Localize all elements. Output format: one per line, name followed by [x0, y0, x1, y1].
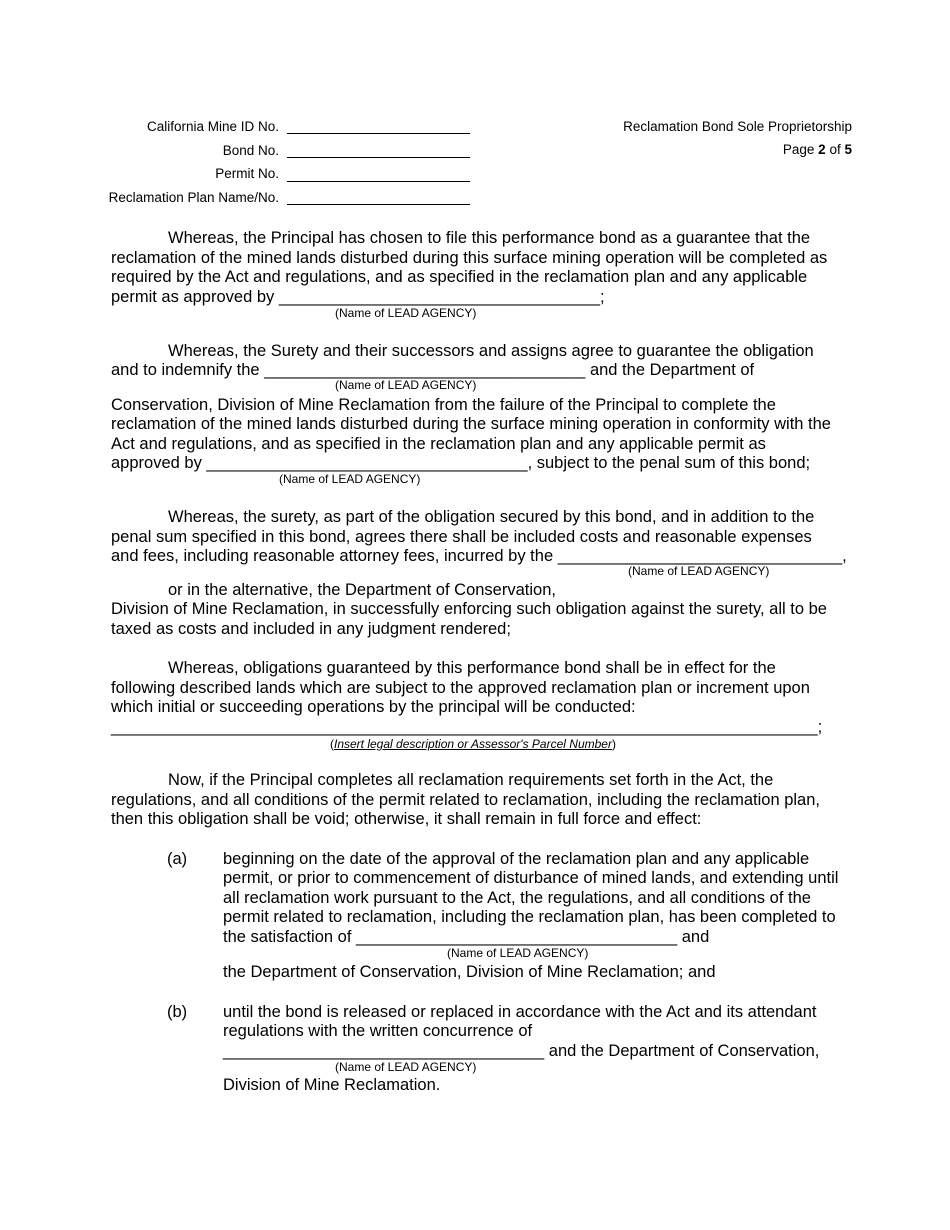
para3-line: Division of Mine Reclamation, in successfully enforcing such obligation against the surety, all to be	[111, 600, 827, 618]
permit-no-field[interactable]	[287, 181, 470, 182]
para2-line: Act and regulations, and as specified in the reclamation plan and any applicable permit as	[111, 435, 766, 453]
para5-line: regulations, and all conditions of the permit related to reclamation, including the reclamation plan,	[111, 791, 820, 809]
caption-italic: Insert legal description or Assessor's Parcel Number	[334, 737, 612, 751]
lead-agency-caption: (Name of LEAD AGENCY)	[628, 564, 770, 578]
para2-line: Whereas, the Surety and their successors and assigns agree to guarantee the obligation	[168, 342, 814, 360]
bond-no-label: Bond No.	[222, 143, 279, 158]
mine-id-field[interactable]	[287, 133, 470, 134]
page-word: Page	[782, 142, 815, 157]
item-b-line: Division of Mine Reclamation.	[223, 1076, 441, 1094]
item-a-line: the Department of Conservation, Division of Mine Reclamation; and	[223, 963, 716, 981]
reclamation-plan-label: Reclamation Plan Name/No.	[108, 190, 279, 205]
para5-line: Now, if the Principal completes all reclamation requirements set forth in the Act, the	[168, 771, 774, 789]
para4-line: which initial or succeeding operations by the principal will be conducted:	[111, 698, 636, 716]
caption-close: )	[611, 737, 616, 751]
mine-id-label: California Mine ID No.	[146, 119, 279, 134]
bond-no-field[interactable]	[287, 157, 470, 158]
para3-line: penal sum specified in this bond, agrees there shall be included costs and reasonable expenses	[111, 528, 812, 546]
page-of: of	[829, 142, 841, 157]
item-a-line: the satisfaction of ___________________________________ and	[223, 928, 710, 946]
document-title: Reclamation Bond Sole Proprietorship	[623, 119, 852, 134]
para2-line: and to indemnify the ___________________________________ and the Department of	[111, 361, 755, 379]
lead-agency-caption: (Name of LEAD AGENCY)	[279, 472, 421, 486]
page-total: 5	[844, 142, 852, 157]
para2-line: Conservation, Division of Mine Reclamation from the failure of the Principal to complete the	[111, 396, 776, 414]
para3-line: and fees, including reasonable attorney fees, incurred by the _______________________________,	[111, 547, 847, 565]
para1-line: required by the Act and regulations, and as specified in the reclamation plan and any applicable	[111, 268, 808, 286]
para3-line: Whereas, the surety, as part of the obligation secured by this bond, and in addition to the	[168, 508, 815, 526]
item-b-line: until the bond is released or replaced in accordance with the Act and its attendant	[223, 1003, 817, 1021]
page-current: 2	[818, 142, 826, 157]
para3-line: or in the alternative, the Department of Conservation,	[168, 581, 556, 599]
item-a-line: permit, or prior to commencement of disturbance of mined lands, and extending until	[223, 869, 839, 887]
para1-line: permit as approved by ___________________________________;	[111, 288, 605, 306]
para2-line: approved by ___________________________________, subject to the penal sum of this bond;	[111, 454, 811, 472]
item-a-line: beginning on the date of the approval of the reclamation plan and any applicable	[223, 850, 810, 868]
para3-line: taxed as costs and included in any judgment rendered;	[111, 620, 511, 638]
page-indicator	[783, 142, 852, 158]
item-a-line: permit related to reclamation, including the reclamation plan, has been completed to	[223, 908, 836, 926]
legal-description-blank[interactable]: _____________________________________________________________________________;	[111, 718, 823, 736]
item-a-marker: (a)	[167, 850, 188, 868]
para2-line: reclamation of the mined lands disturbed during the surface mining operation in conformity with the	[111, 415, 831, 433]
lead-agency-caption: (Name of LEAD AGENCY)	[447, 946, 589, 960]
item-b-line: regulations with the written concurrence of	[223, 1022, 533, 1040]
para4-line: following described lands which are subject to the approved reclamation plan or increment upon	[111, 679, 810, 697]
item-b-line: ___________________________________ and the Department of Conservation,	[223, 1042, 820, 1060]
legal-description-caption	[330, 737, 616, 751]
para4-line: Whereas, obligations guaranteed by this performance bond shall be in effect for the	[168, 659, 776, 677]
reclamation-plan-field[interactable]	[287, 204, 470, 205]
lead-agency-caption: (Name of LEAD AGENCY)	[335, 306, 477, 320]
para1-line: Whereas, the Principal has chosen to file this performance bond as a guarantee that the	[168, 229, 811, 247]
item-b-marker: (b)	[167, 1003, 188, 1021]
lead-agency-caption: (Name of LEAD AGENCY)	[335, 378, 477, 392]
item-a-line: all reclamation work pursuant to the Act, the regulations, and all conditions of the	[223, 889, 811, 907]
para1-line: reclamation of the mined lands disturbed during this surface mining operation will be completed as	[111, 249, 828, 267]
para5-line: then this obligation shall be void; otherwise, it shall remain in full force and effect:	[111, 810, 702, 828]
lead-agency-caption: (Name of LEAD AGENCY)	[335, 1060, 477, 1074]
permit-no-label: Permit No.	[215, 166, 279, 181]
caption-open: (	[330, 737, 334, 751]
